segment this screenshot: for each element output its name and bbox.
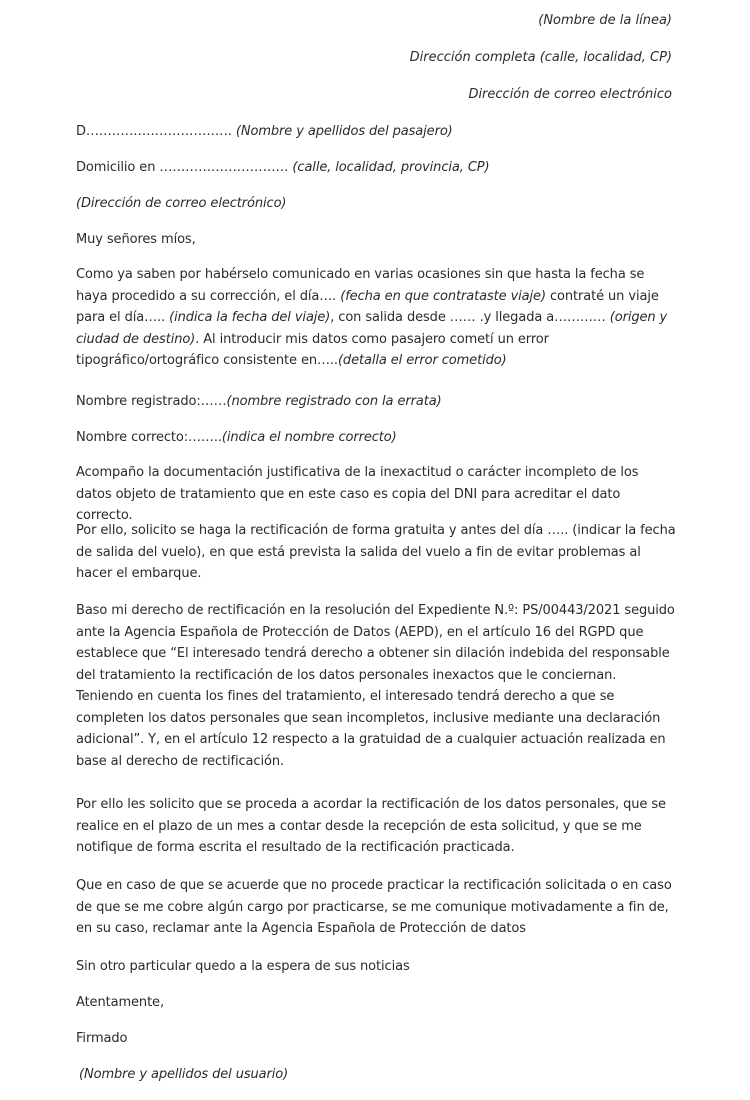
para1-text-1: Como ya saben por habérselo comunicado en varias ocasiones sin que hasta la fecha se haya procedido a su corrección, el día…. [76, 267, 645, 304]
paragraph-legal-basis [76, 600, 676, 772]
para1-hint-origin-destination: (origen y ciudad de destino) [76, 310, 668, 347]
registered-name-label: Nombre registrado:…… [76, 394, 227, 409]
para1-hint-error: (detalla el error cometido) [337, 353, 507, 368]
sender-name-hint: (Nombre y apellidos del pasajero) [235, 124, 453, 139]
registered-name-hint: (nombre registrado con la errata) [226, 394, 442, 409]
closing-text: Sin otro particular quedo a la espera de sus noticias [76, 959, 410, 974]
para1-hint-trip-date: (indica la fecha del viaje) [169, 310, 331, 325]
paragraph-documentation [76, 462, 676, 527]
registered-name-line [76, 391, 676, 413]
sender-email-hint: (Dirección de correo electrónico) [76, 196, 287, 211]
sender-domicile-line [76, 157, 676, 179]
header-address: Dirección completa (calle, localidad, CP) [409, 50, 672, 65]
signature-name [79, 1064, 679, 1086]
sign-off-text: Atentamente, [76, 995, 164, 1010]
correct-name-line [76, 427, 676, 449]
paragraph-refusal [76, 875, 676, 940]
sender-domicile-prefix: Domicilio en ………………………… [76, 160, 293, 175]
header-email: Dirección de correo electrónico [468, 87, 672, 102]
header-line-name: (Nombre de la línea) [538, 13, 672, 28]
signed-text: Firmado [76, 1031, 128, 1046]
correct-name-hint: (indica el nombre correcto) [221, 430, 397, 445]
para1-text-2: contraté un viaje para el día….. [76, 288, 659, 325]
para1-text-4: . Al introducir mis datos como pasajero cometí un error tipográfico/ortográfico consistente en….. [76, 331, 549, 368]
correct-name-label: Nombre correcto:…….. [76, 430, 222, 445]
paragraph-deadline [76, 794, 676, 859]
para1-text-3: , con salida desde …… .y llegada a………… [330, 310, 610, 325]
sender-domicile-hint: (calle, localidad, provincia, CP) [292, 160, 490, 175]
signature-hint: (Nombre y apellidos del usuario) [79, 1067, 289, 1082]
para6-text: Que en caso de que se acuerde que no procede practicar la rectificación solicitada o en caso de que se me cobre algún cargo por practicarse, se me comunique motivadamente a fin de, en su caso, reclamar ante la Agencia Española de Protección de datos [76, 878, 672, 936]
closing-line [76, 956, 676, 978]
sign-off [76, 992, 676, 1014]
para4-text: Baso mi derecho de rectificación en la resolución del Expediente N.º: PS/00443/2021 seguido ante la Agencia Española de Protección de Datos (AEPD), en el artículo 16 del RGPD que establece que “El interesado tendrá derecho a obtener sin dilación indebida del responsable del tratamiento la rectificación de los datos personales inexactos que le conciernan. Teniendo en cuenta los fines del tratamiento, el interesado tendrá derecho a que se completen los datos personales que sean incompletos, inclusive mediante una declaración adicional”. Y, en el artículo 12 respecto a la gratuidad de a cualquier actuación realizada en base al derecho de rectificación. [76, 603, 675, 769]
sender-email-line [76, 193, 676, 215]
sender-name-prefix: D……………………………. [76, 124, 236, 139]
para2-text: Acompaño la documentación justificativa de la inexactitud o carácter incompleto de los datos objeto de tratamiento que en este caso es copia del DNI para acreditar el dato correcto. [76, 465, 639, 523]
paragraph-trip-details [76, 264, 676, 372]
sender-name-line [76, 121, 676, 143]
signed-label [76, 1028, 676, 1050]
para5-text: Por ello les solicito que se proceda a acordar la rectificación de los datos personales, que se realice en el plazo de un mes a contar desde la recepción de esta solicitud, y que se me notifique de forma escrita el resultado de la rectificación practicada. [76, 797, 666, 855]
salutation [76, 229, 676, 251]
para3-text: Por ello, solicito se haga la rectificación de forma gratuita y antes del día ….. (indicar la fecha de salida del vuelo), en que está prevista la salida del vuelo a fin de evitar problemas al hacer el embarque. [76, 523, 676, 581]
paragraph-request [76, 520, 676, 585]
salutation-text: Muy señores míos, [76, 232, 196, 247]
para1-hint-contract-date: (fecha en que contrataste viaje) [340, 288, 546, 304]
